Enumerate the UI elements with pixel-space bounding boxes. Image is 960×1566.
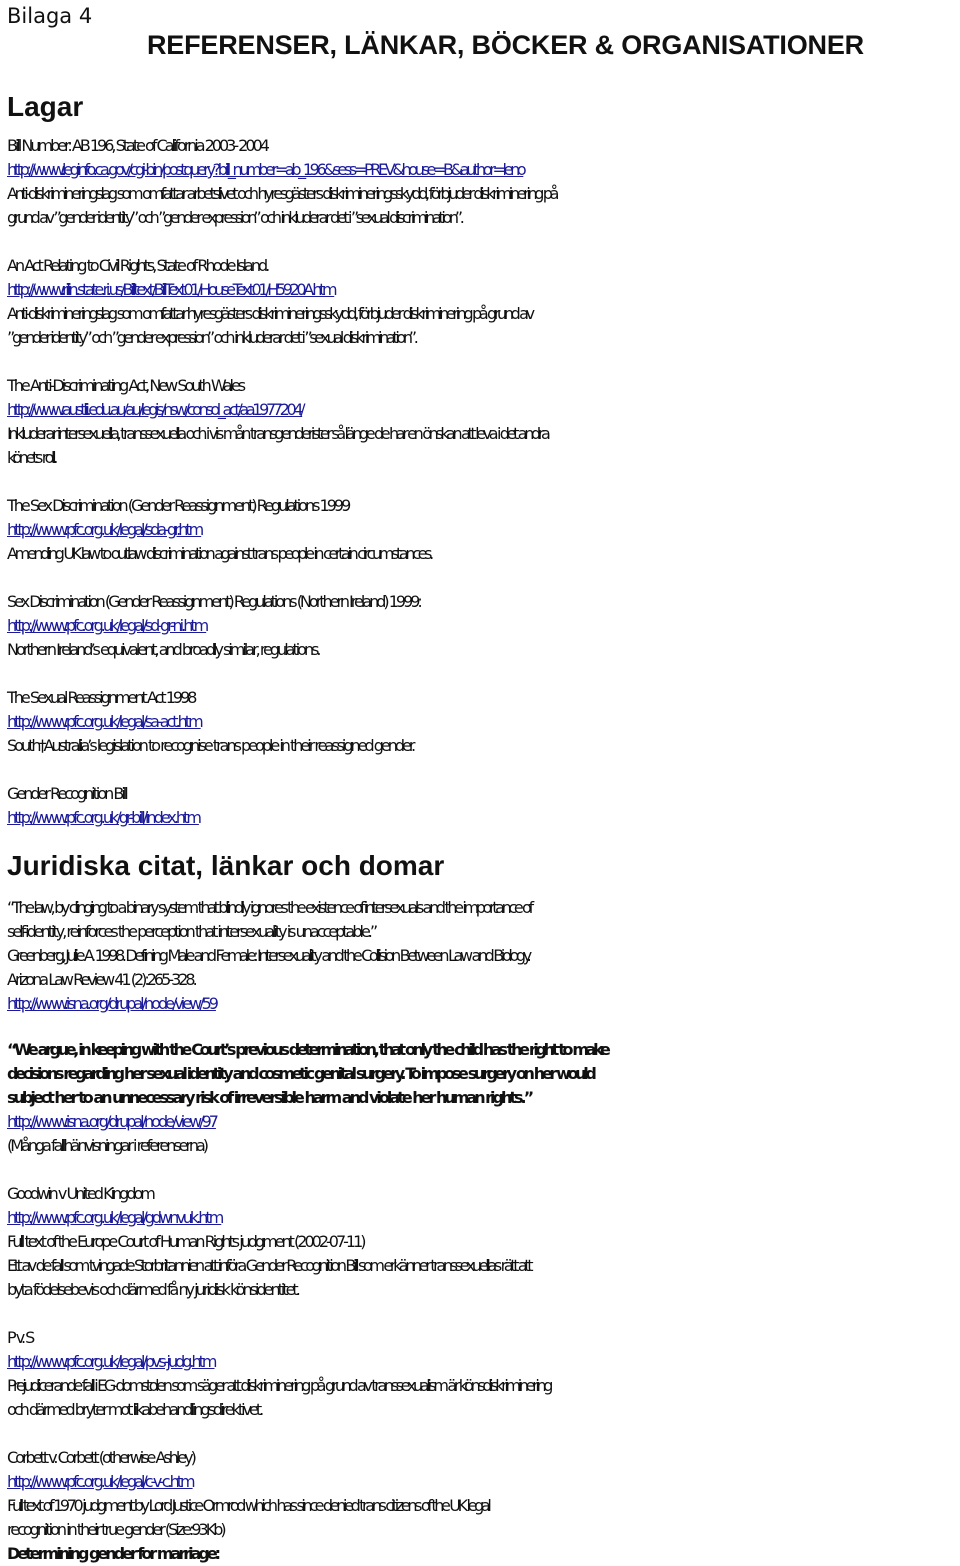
- entry-title: Sex Discrimination (Gender Reassignment) Regulations (Northern Ireland) 1999:: [7, 592, 420, 611]
- case-description: Prejudicerande fall i EG-domstolen som säger att diskriminering på grund av transsexualism är könsdiskriminering: [7, 1376, 551, 1395]
- quote-note: (Många fallhänvisningar i referenserna): [7, 1136, 207, 1155]
- quote-text: “The law, by clinging to a binary system that blindly ignores the existence of intersexuals and the importance of: [7, 898, 531, 917]
- case-description: Full text of 1970 judgment by Lord Justice Ormrod which has since denied trans citizens of the UK legal: [7, 1496, 489, 1515]
- page-title: REFERENSER, LÄNKAR, BÖCKER & ORGANISATIONER: [147, 30, 864, 60]
- case-title: P v. S: [7, 1328, 33, 1347]
- case-p-v-s: [7, 1326, 957, 1422]
- law-entry-rhode-island: [7, 254, 957, 350]
- law-entry-northern-ireland: [7, 590, 957, 662]
- entry-link[interactable]: http://www.pfc.org.uk/legal/sa-act.htm: [7, 712, 201, 731]
- case-link[interactable]: http://www.pfc.org.uk/legal/c-v-c.htm: [7, 1472, 193, 1491]
- quote-greenberg: [7, 896, 957, 1016]
- entry-description: ”gender identity” och ”gender expression” och inkluderar det i ”sexual diskrimination”.: [7, 328, 416, 347]
- quote-text: decisions regarding her sexual identity and cosmetic genital surgery. To impose surgery on her would: [7, 1064, 594, 1083]
- entry-link[interactable]: http://www.pfc.org.uk/legal/sda-gr.htm: [7, 520, 202, 539]
- quote-court-determination: [7, 1038, 957, 1158]
- case-description: byta födelsebevis och därmed få ny juridisk könsidentitet.: [7, 1280, 298, 1299]
- quote-citation: Arizona Law Review 41 (2):265-328.: [7, 970, 195, 989]
- case-goodwin: [7, 1182, 957, 1302]
- case-description: Full text of the Europe Court of Human Rights judgment (2002-07-11): [7, 1232, 364, 1251]
- section-heading-lagar: Lagar: [7, 91, 84, 122]
- entry-description: Amending UK law to outlaw discrimination against trans people in certain circumstances.: [7, 544, 431, 563]
- entry-title: Gender Recognition Bill: [7, 784, 126, 803]
- entry-description: Anti-diskrimineringslag som omfattar arbetslivet och hyresgästers diskrimineringsskydd, förbjuder diskriminering på: [7, 184, 557, 203]
- law-entry-gender-recognition-bill: [7, 782, 957, 830]
- entry-title: An Act Relating to Civil Rights, State of Rhode Island.: [7, 256, 268, 275]
- case-link[interactable]: http://www.pfc.org.uk/legal/pvs-judg.htm: [7, 1352, 215, 1371]
- entry-title: The Sex Discrimination (Gender Reassignment) Regulations 1999: [7, 496, 349, 515]
- entry-link[interactable]: http://www.austlii.edu.au/au/legis/nsw/consol_act/aa1977204/: [7, 400, 303, 419]
- case-title: Goodwin v United Kingdom: [7, 1184, 153, 1203]
- entry-link[interactable]: http://www.leginfo.ca.gov/cgi-bin/postquery?bill_number=ab_196&sess=PREV&house=B&author=leno: [7, 160, 524, 179]
- quote-citation: Greenberg, Julie A. 1998. Defining Male and Female: Intersexuality and the Collision Between Law and Biology.: [7, 946, 529, 965]
- quote-text: “We argue, in keeping with the Court’s previous determination, that only the child has the right to make: [7, 1040, 608, 1059]
- quote-text: self-identity, reinforces the perception that intersexuality is unacceptable.”: [7, 922, 376, 941]
- entry-description: South†Australia’s legislation to recognise trans people in their reassigned gender.: [7, 736, 414, 755]
- law-entry-uk-regulations: [7, 494, 957, 566]
- quote-text: subject her to an unnecessary risk of irreversible harm and violate her human rights.”: [7, 1088, 532, 1107]
- entry-title: Bill Number: AB 196, State of California 2003- 2004: [7, 136, 267, 155]
- law-entry-california: [7, 134, 957, 230]
- appendix-label: Bilaga 4: [7, 4, 93, 28]
- quote-link[interactable]: http://www.isna.org/drupal/node/view/97: [7, 1112, 216, 1131]
- entry-description: Northern Ireland’s equivalent, and broadly similar, regulations.: [7, 640, 319, 659]
- case-corbett: [7, 1446, 957, 1566]
- entry-link[interactable]: http://www.pfc.org.uk/gr-bill/index.htm: [7, 808, 199, 827]
- entry-link[interactable]: http://www.pfc.org.uk/legal/sd-gr-ni.htm: [7, 616, 207, 635]
- subsection-heading: Determining gender for marriage:: [7, 1544, 219, 1563]
- entry-description: Inkluderar intersexuella, transsexuella och i vis mån transgenderister så länge de har en önskan att leva i det andra: [7, 424, 548, 443]
- case-link[interactable]: http://www.pfc.org.uk/legal/gdwnvuk.htm: [7, 1208, 222, 1227]
- entry-description: könets roll.: [7, 448, 55, 467]
- law-entry-new-south-wales: [7, 374, 957, 470]
- entry-title: The Anti-Discriminating Act, New South Wales: [7, 376, 244, 395]
- entry-link[interactable]: http://www.rilin.state.ri.us/Billtext/BillText01/HouseText01/H5920A.htm: [7, 280, 335, 299]
- case-title: Corbett v. Corbett (otherwise Ashley): [7, 1448, 194, 1467]
- entry-title: The Sexual Reassignment Act 1998: [7, 688, 195, 707]
- section-heading-juridiska: Juridiska citat, länkar och domar: [7, 850, 445, 881]
- case-description: och därmed bryter mot likabehandlingsdirektivet.: [7, 1400, 262, 1419]
- quote-link[interactable]: http://www.isna.org/drupal/node/view/59: [7, 994, 216, 1013]
- law-entry-south-australia: [7, 686, 957, 758]
- entry-description: grund av ”gender identity” och ”gender expression” och inkluderar det i ”sexual discrimination”.: [7, 208, 462, 227]
- case-description: Ett av de fall som tvingade Storbritannien att införa Gender Recognition Bill som erkänner transsexuellas rätt att: [7, 1256, 531, 1275]
- entry-description: Anti-diskrimineringslag som omfattar hyresgästers diskrimineringsskydd, förbjuder diskriminering på grund av: [7, 304, 532, 323]
- case-description: recognition in their true gender (Size:93Kb): [7, 1520, 224, 1539]
